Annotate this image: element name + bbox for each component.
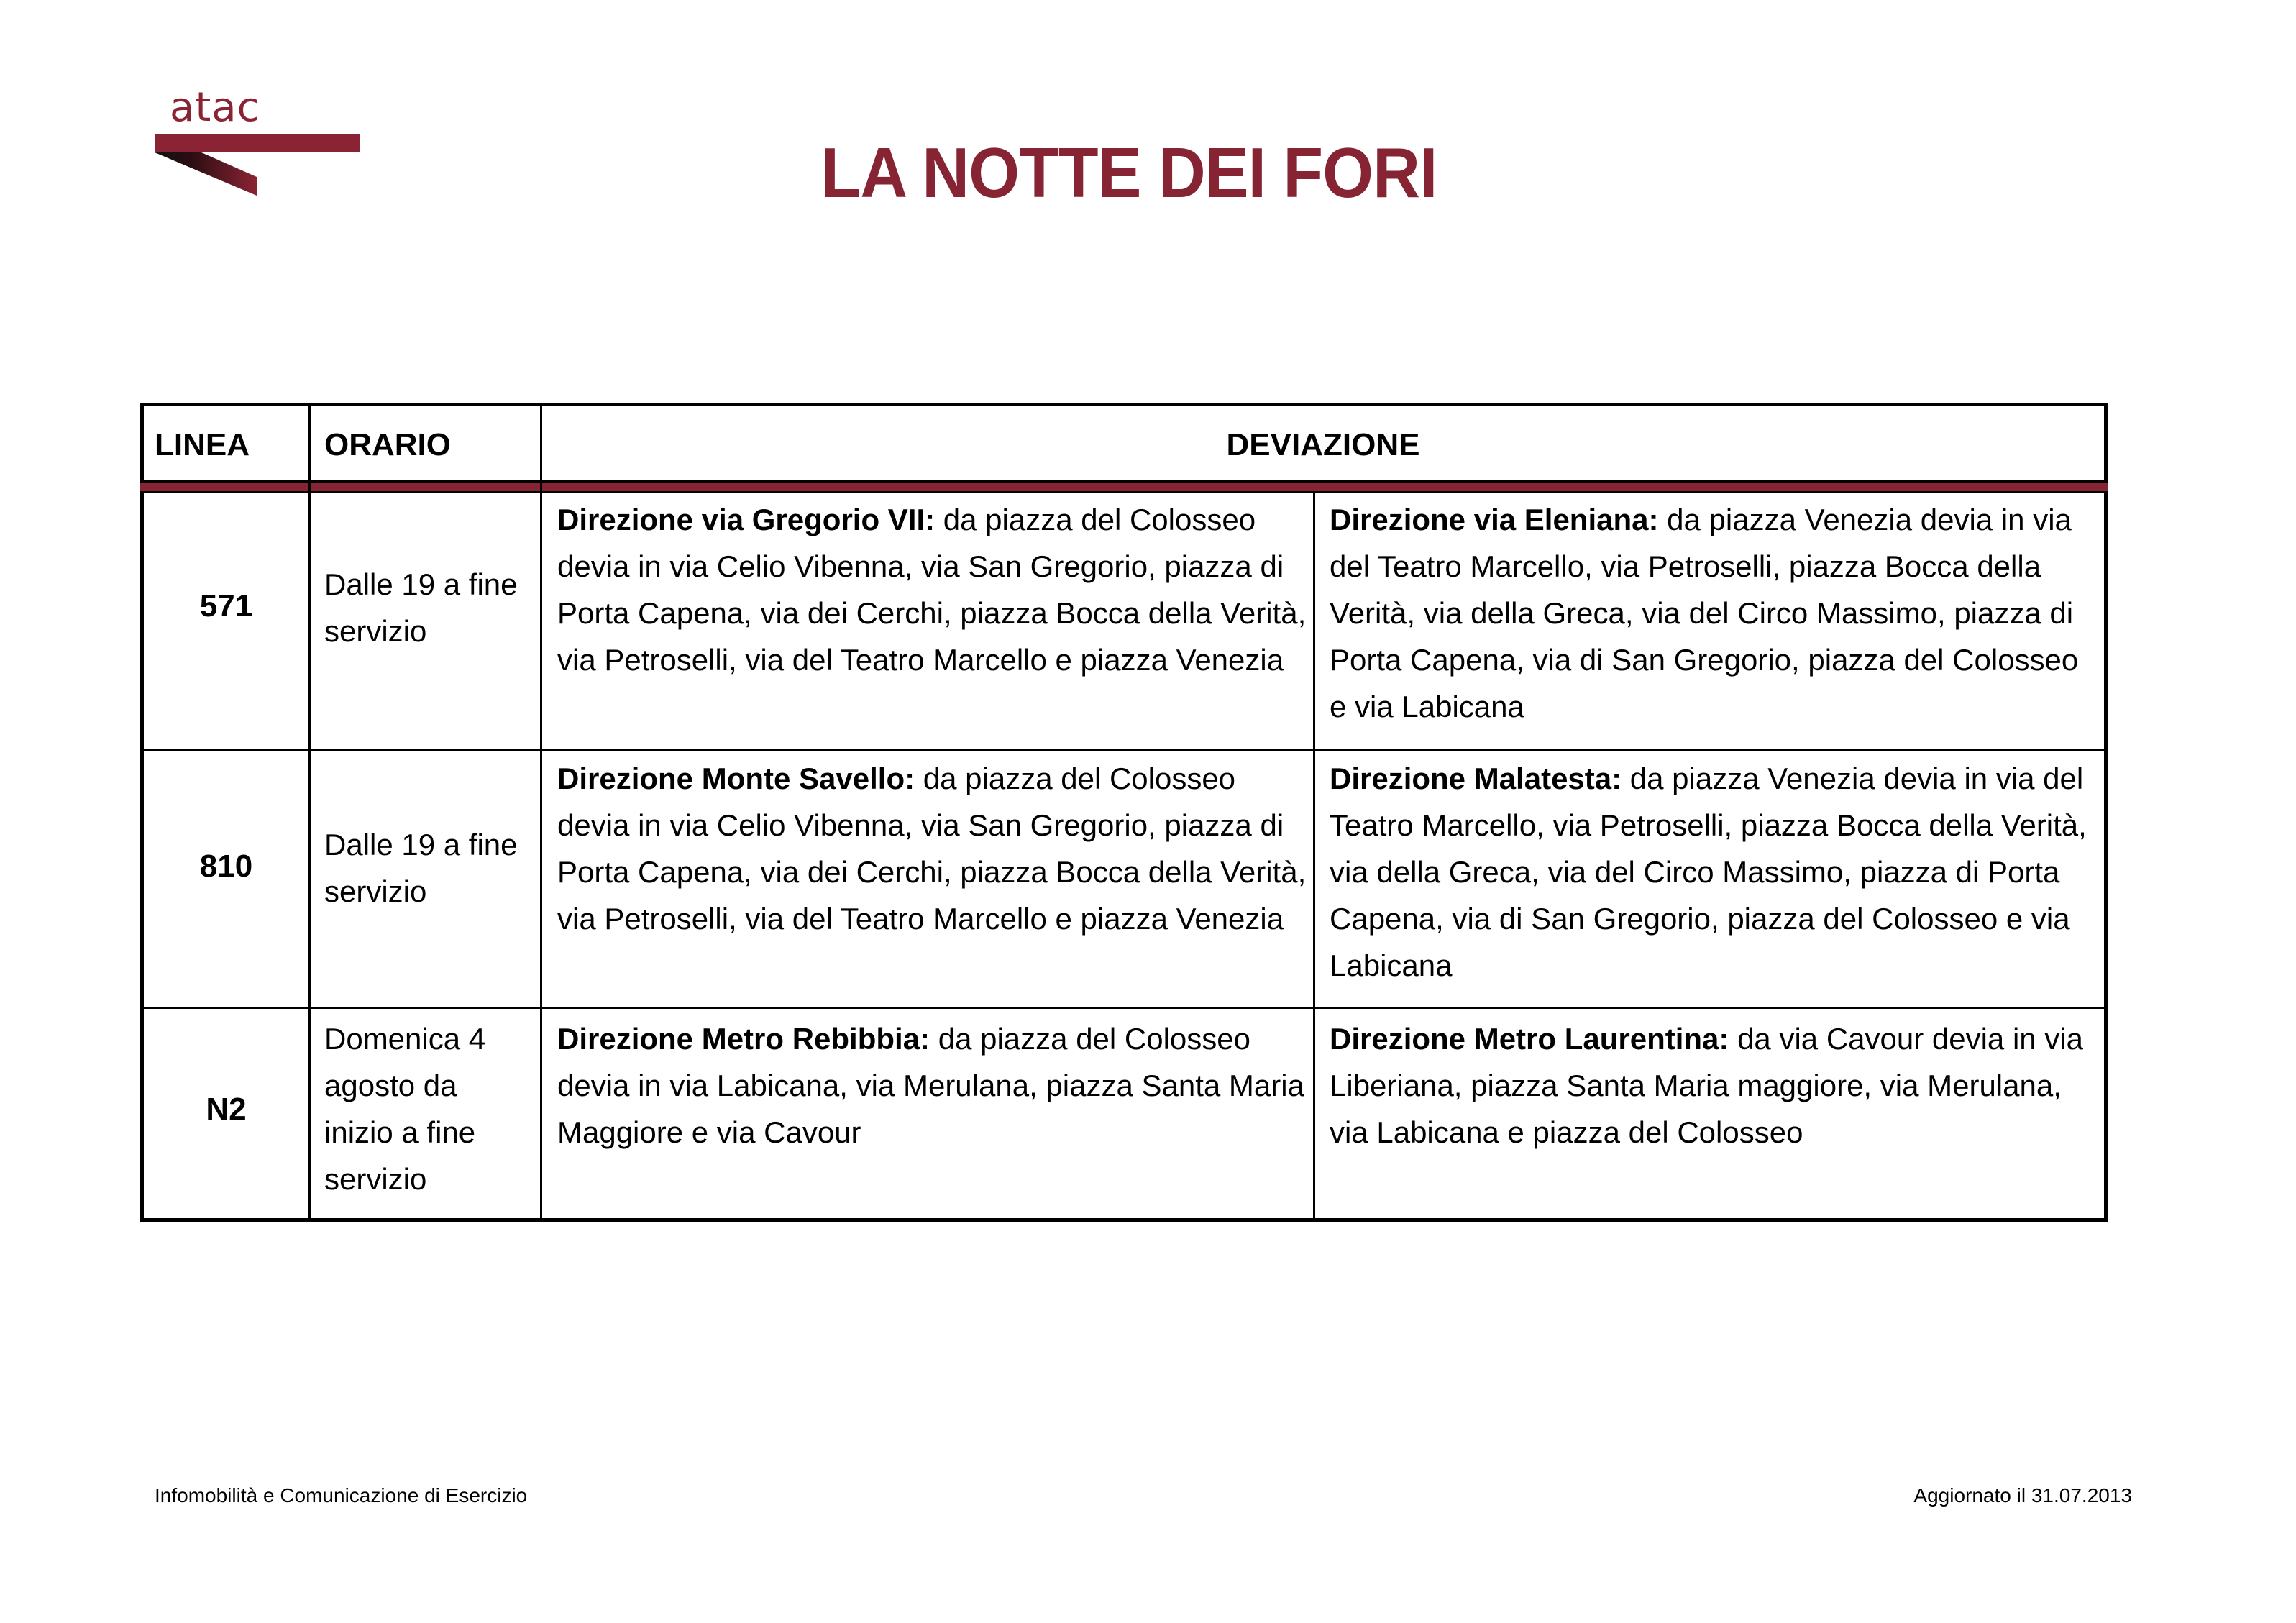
deviation-text	[557, 755, 1309, 942]
route-text: da via Cavour devia in via Liberiana, piazza Santa Maria maggiore, via Merulana, via Labicana e piazza del Colosseo	[1330, 1022, 2084, 1149]
table-border-top	[140, 403, 2108, 406]
orario-text: Domenica 4 agosto da inizio a fine servizio	[324, 1022, 486, 1196]
column-divider	[308, 403, 311, 1222]
direction-label: Direzione Monte Savello:	[557, 762, 915, 795]
deviations-table	[140, 403, 2108, 1222]
linea-number: 571	[199, 588, 253, 623]
column-divider	[1313, 493, 1315, 1220]
route-text: da piazza del Colosseo devia in via Celio Vibenna, via San Gregorio, piazza di Porta Capena, via dei Cerchi, piazza Bocca della Verità, via Petroselli, via del Teatro Marcello e piazza Venezia	[557, 503, 1307, 677]
linea-number: 810	[199, 849, 253, 884]
column-divider	[540, 403, 542, 1222]
column-header-linea: LINEA	[155, 427, 250, 462]
direction-label: Direzione via Gregorio VII:	[557, 503, 936, 536]
header-line	[140, 491, 2108, 493]
table-border-right	[2104, 403, 2108, 1222]
direction-label: Direzione via Eleniana:	[1330, 503, 1659, 536]
footer-updated-date: Aggiornato il 31.07.2013	[1913, 1484, 2132, 1507]
row-divider	[140, 1007, 2108, 1009]
deviation-text	[557, 496, 1309, 683]
atac-logo	[151, 85, 367, 204]
deviation-text	[1330, 755, 2099, 989]
orario-text: Dalle 19 a fine servizio	[324, 828, 518, 908]
row-divider	[140, 749, 2108, 751]
logo-text: atac	[170, 84, 260, 131]
route-text: da piazza del Colosseo devia in via Labicana, via Merulana, piazza Santa Maria Maggiore e via Cavour	[557, 1022, 1304, 1149]
footer-department: Infomobilità e Comunicazione di Esercizio	[155, 1484, 528, 1507]
direction-label: Direzione Malatesta:	[1330, 762, 1622, 795]
deviation-text	[557, 1015, 1309, 1156]
column-header-deviazione: DEVIAZIONE	[1226, 427, 1420, 462]
table-border-bottom	[140, 1218, 2108, 1222]
header-band	[140, 483, 2108, 491]
deviation-text	[1330, 1015, 2099, 1156]
route-text: da piazza del Colosseo devia in via Celio Vibenna, via San Gregorio, piazza di Porta Capena, via dei Cerchi, piazza Bocca della Verità, via Petroselli, via del Teatro Marcello e piazza Venezia	[557, 762, 1307, 936]
route-text: da piazza Venezia devia in via del Teatro Marcello, via Petroselli, piazza Bocca della Verità, via della Greca, via del Circo Massimo, piazza di Porta Capena, via di San Gregorio, piazza del Colosseo e via Labicana	[1330, 503, 2079, 723]
direction-label: Direzione Metro Laurentina:	[1330, 1022, 1729, 1056]
deviation-text	[1330, 496, 2099, 730]
orario-text: Dalle 19 a fine servizio	[324, 567, 518, 648]
linea-number: N2	[206, 1092, 247, 1127]
route-text: da piazza Venezia devia in via del Teatro Marcello, via Petroselli, piazza Bocca della Verità, via della Greca, via del Circo Massimo, piazza di Porta Capena, via di San Gregorio, piazza del Colosseo e via Labicana	[1330, 762, 2087, 982]
direction-label: Direzione Metro Rebibbia:	[557, 1022, 930, 1056]
page-title: LA NOTTE DEI FORI	[820, 133, 1437, 212]
column-header-orario: ORARIO	[324, 427, 451, 462]
